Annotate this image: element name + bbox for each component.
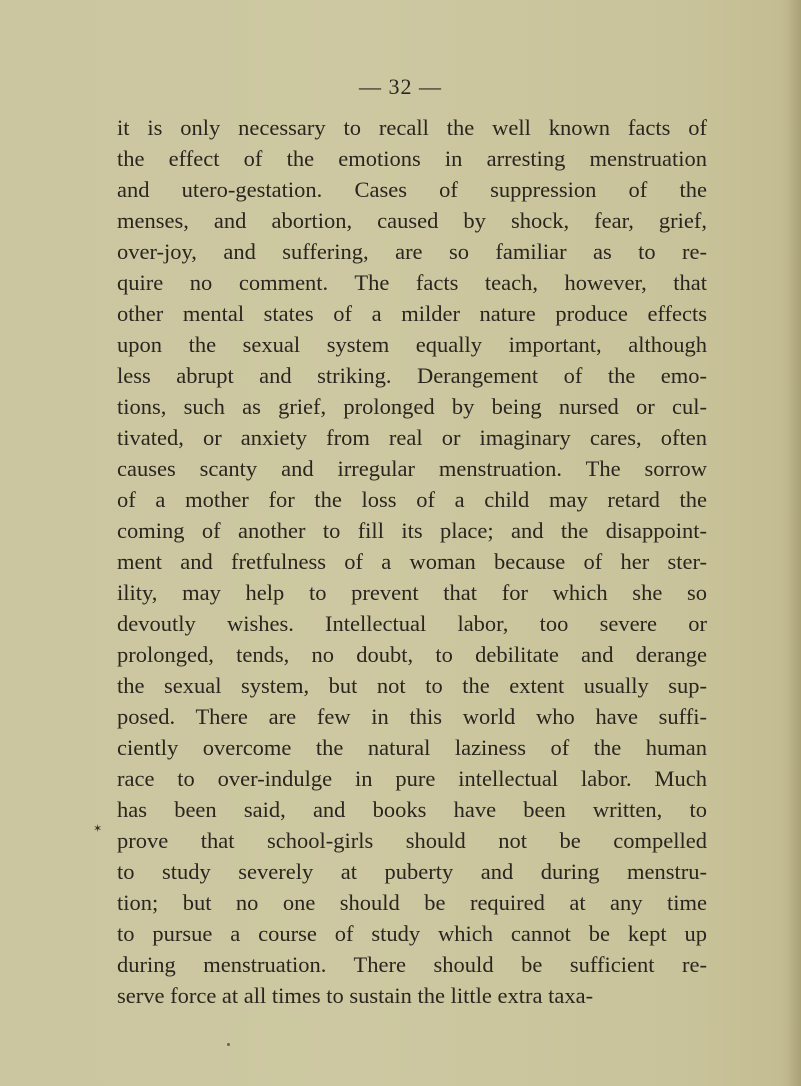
text-line: tion; but no one should be required at any time bbox=[117, 890, 707, 915]
text-line: other mental states of a milder nature produce effects bbox=[117, 301, 707, 326]
text-line: ment and fretfulness of a woman because of her ster- bbox=[117, 549, 707, 574]
text-line: and utero-gestation. Cases of suppression of the bbox=[117, 177, 707, 202]
text-line: it is only necessary to recall the well known facts of bbox=[117, 115, 707, 140]
text-line: less abrupt and striking. Derangement of the emo- bbox=[117, 363, 707, 388]
text-line: serve force at all times to sustain the little extra taxa- bbox=[117, 983, 594, 1008]
text-line: causes scanty and irregular menstruation. The sorrow bbox=[117, 456, 707, 481]
ink-speck: ✶ bbox=[93, 822, 103, 835]
text-line: race to over-indulge in pure intellectual labor. Much bbox=[117, 766, 707, 791]
text-line: during menstruation. There should be sufficient re- bbox=[117, 952, 707, 977]
text-line: to pursue a course of study which cannot be kept up bbox=[117, 921, 707, 946]
text-line: prove that school-girls should not be compelled bbox=[117, 828, 707, 853]
text-line: tions, such as grief, prolonged by being nursed or cul- bbox=[117, 394, 707, 419]
paper-speck bbox=[227, 1043, 230, 1046]
text-line: ciently overcome the natural laziness of the human bbox=[117, 735, 707, 760]
text-line: to study severely at puberty and during menstru- bbox=[117, 859, 707, 884]
text-line: quire no comment. The facts teach, however, that bbox=[117, 270, 707, 295]
text-line: ility, may help to prevent that for which she so bbox=[117, 580, 707, 605]
text-line: the effect of the emotions in arresting menstruation bbox=[117, 146, 707, 171]
text-line: upon the sexual system equally important, although bbox=[117, 332, 707, 357]
text-line: the sexual system, but not to the extent usually sup- bbox=[117, 673, 707, 698]
page-number: — 32 — bbox=[359, 74, 442, 99]
body-text bbox=[117, 112, 707, 1011]
page-edge-shadow bbox=[787, 0, 801, 1086]
text-line: tivated, or anxiety from real or imaginary cares, often bbox=[117, 425, 707, 450]
text-line: of a mother for the loss of a child may retard the bbox=[117, 487, 707, 512]
text-line: coming of another to fill its place; and the disappoint- bbox=[117, 518, 707, 543]
text-line: has been said, and books have been written, to bbox=[117, 797, 707, 822]
text-line: prolonged, tends, no doubt, to debilitate and derange bbox=[117, 642, 707, 667]
text-line: menses, and abortion, caused by shock, fear, grief, bbox=[117, 208, 707, 233]
text-line: posed. There are few in this world who have suffi- bbox=[117, 704, 707, 729]
text-line: over-joy, and suffering, are so familiar as to re- bbox=[117, 239, 707, 264]
text-line: devoutly wishes. Intellectual labor, too severe or bbox=[117, 611, 707, 636]
